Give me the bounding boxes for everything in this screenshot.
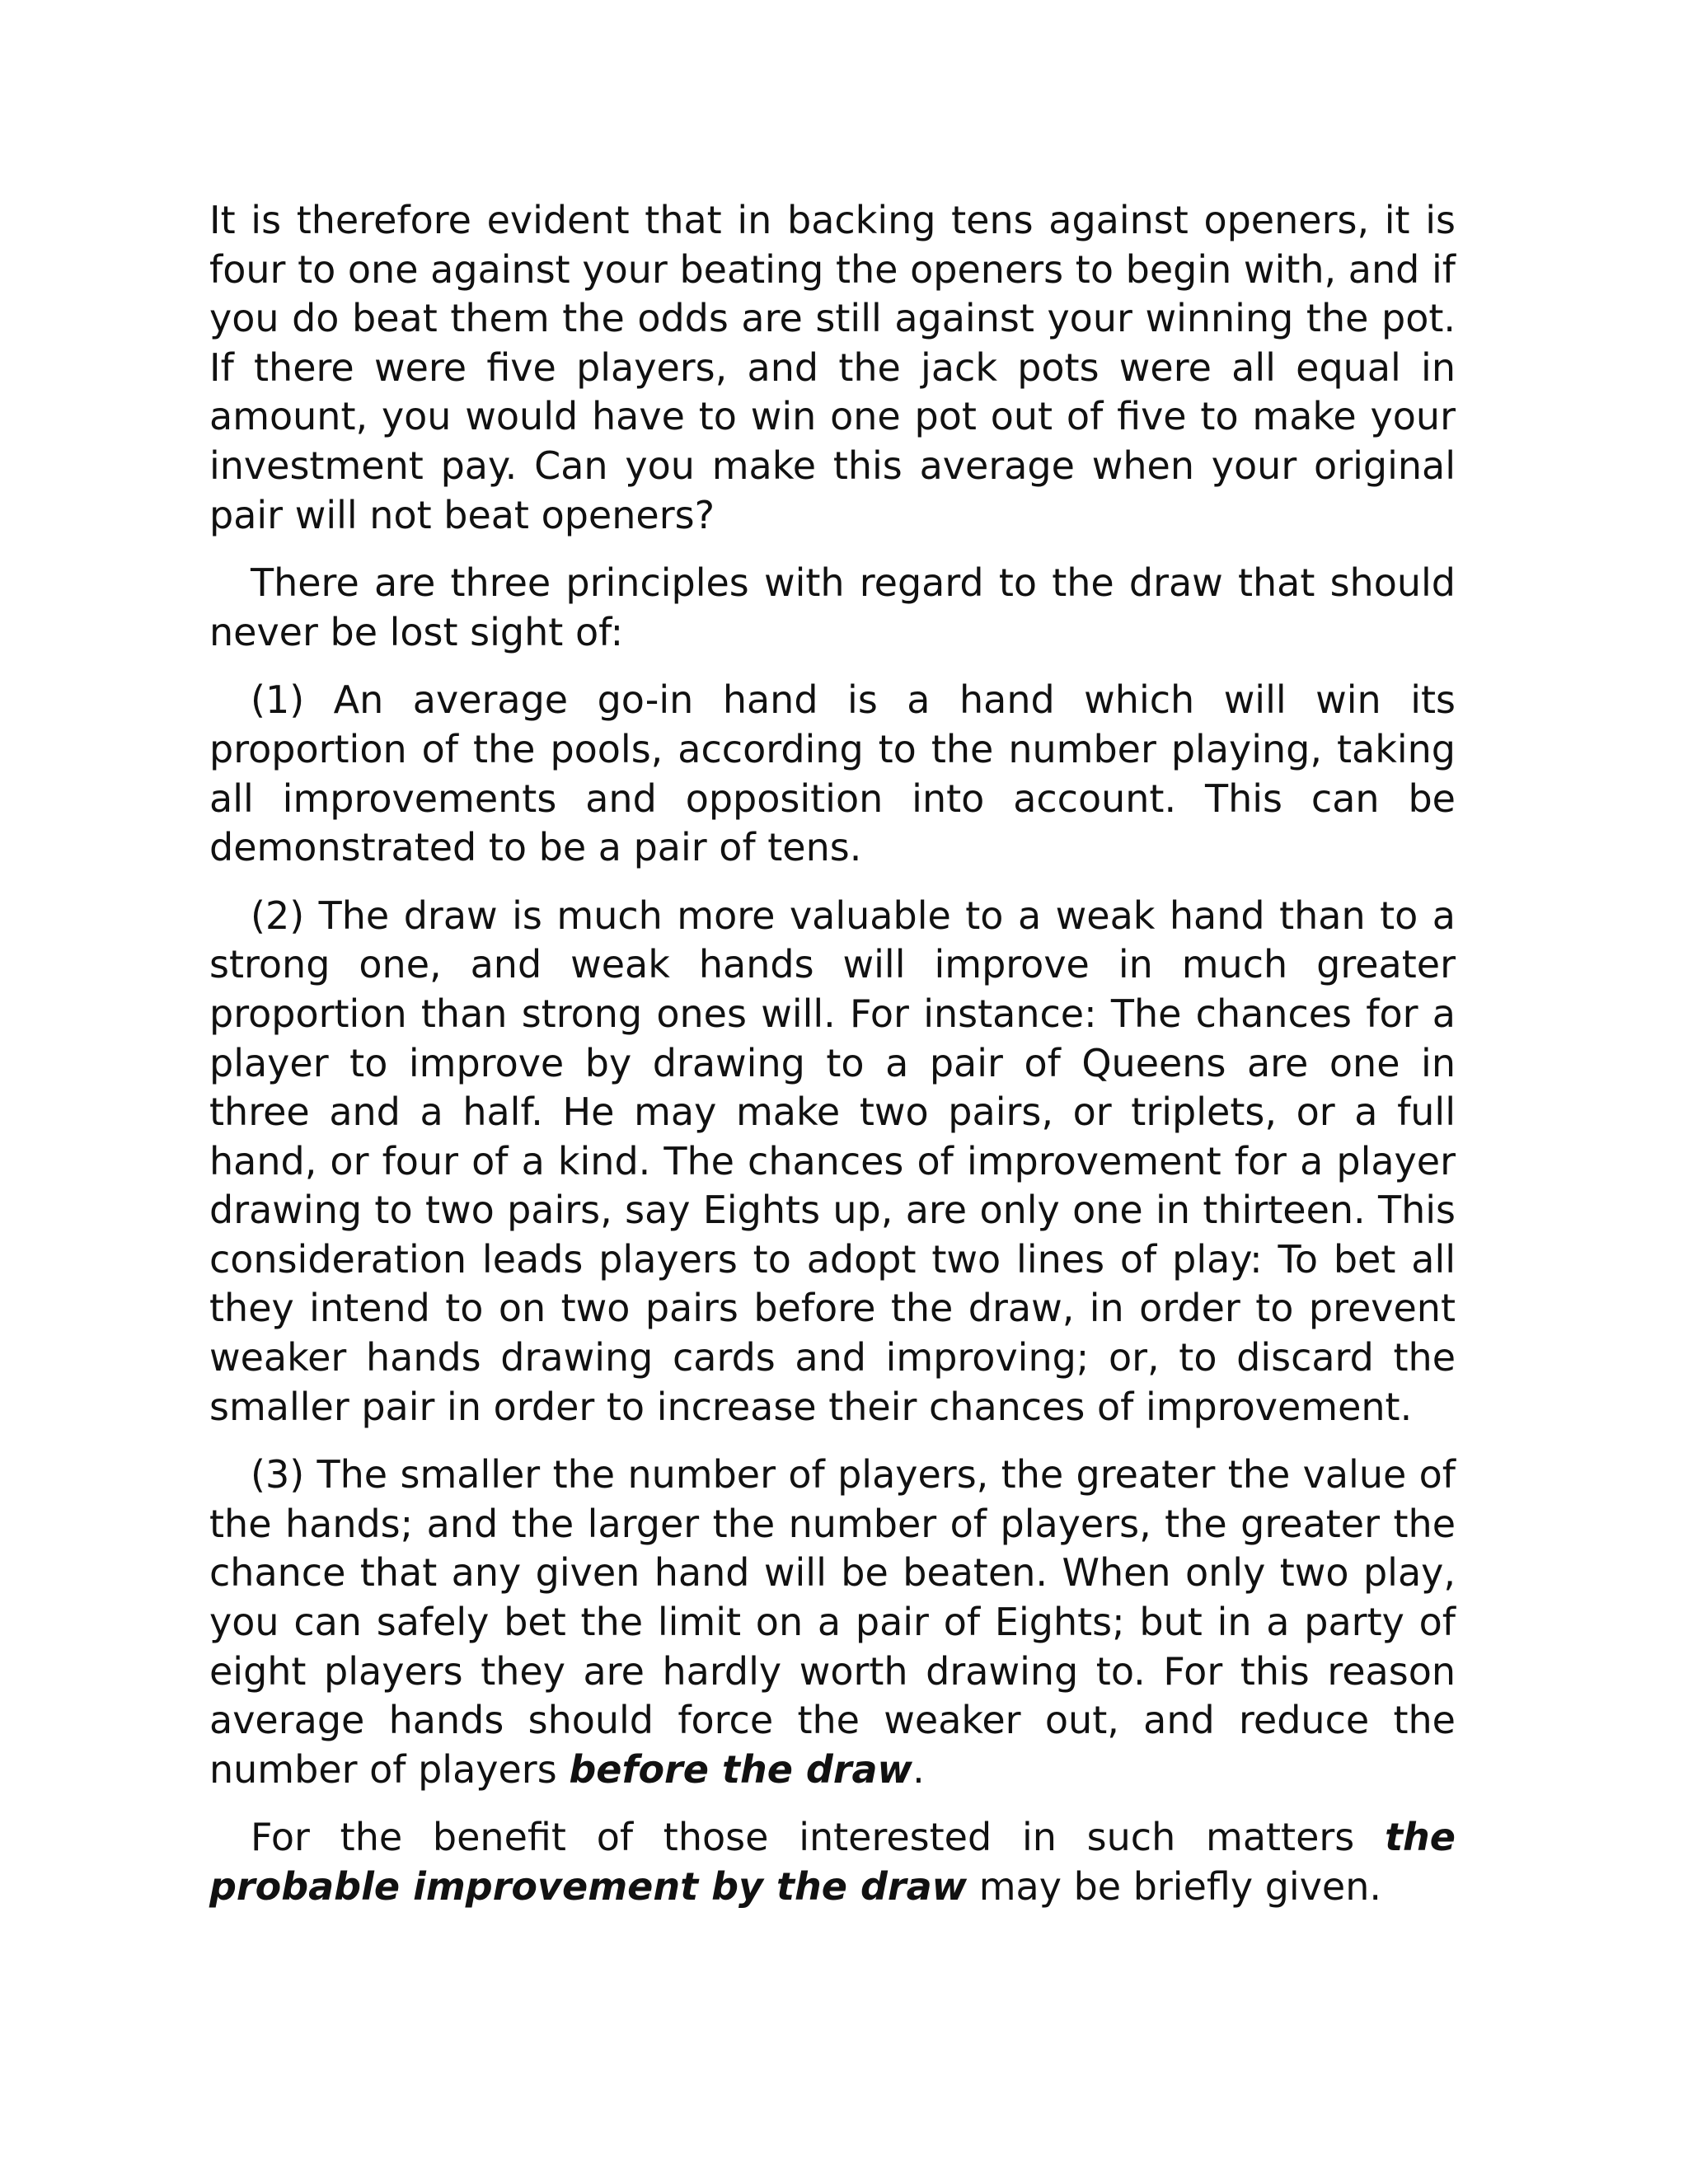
- paragraph-principle-3: [209, 1451, 1456, 1794]
- paragraph-openers-odds: It is therefore evident that in backing tens against openers, it is four to one against your beating the openers to begin with, and if you do beat them the odds are still against your winning the pot. If there were five players, and the jack pots were all equal in amount, you would have to win one pot out of five to make your investment pay. Can you make this average when your original pair will not beat openers?: [209, 198, 1456, 537]
- principle-3-end: .: [912, 1746, 925, 1792]
- probable-improvement-end: may be briefly given.: [967, 1864, 1381, 1909]
- emphasis-before-the-draw: before the draw: [569, 1746, 913, 1792]
- paragraph-probable-improvement: [209, 1813, 1456, 1911]
- paragraph-three-principles: There are three principles with regard to the draw that should never be lost sight of:: [209, 560, 1456, 654]
- paragraph-principle-2: (2) The draw is much more valuable to a weak hand than to a strong one, and weak hands will improve in much greater proportion than strong ones will. For instance: The chances for a player to improve by drawing to a pair of Queens are one in three and a half. He may make two pairs, or triplets, or a full hand, or four of a kind. The chances of improvement for a player drawing to two pairs, say Eights up, are only one in thirteen. This consideration leads players to adopt two lines of play: To bet all they intend to on two pairs before the draw, in order to prevent weaker hands drawing cards and improving; or, to discard the smaller pair in order to increase their chances of improvement.: [209, 893, 1456, 1429]
- principle-3-text: (3) The smaller the number of players, the greater the value of the hands; and the larger the number of players, the greater the chance that any given hand will be beaten. When only two play, you can safely bet the limit on a pair of Eights; but in a party of eight players they are hardly worth drawing to. For this reason average hands should force the weaker out, and reduce the number of players: [209, 1452, 1456, 1792]
- paragraph-principle-1: (1) An average go-in hand is a hand which will win its proportion of the pools, according to the number playing, taking all improvements and opposition into account. This can be demonstrated to be a pair of tens.: [209, 677, 1456, 870]
- body-text: [209, 196, 1456, 1931]
- probable-improvement-intro: For the benefit of those interested in such matters: [251, 1815, 1386, 1860]
- emphasis-probable-improvement: the probable improvement by the draw: [209, 1815, 1456, 1909]
